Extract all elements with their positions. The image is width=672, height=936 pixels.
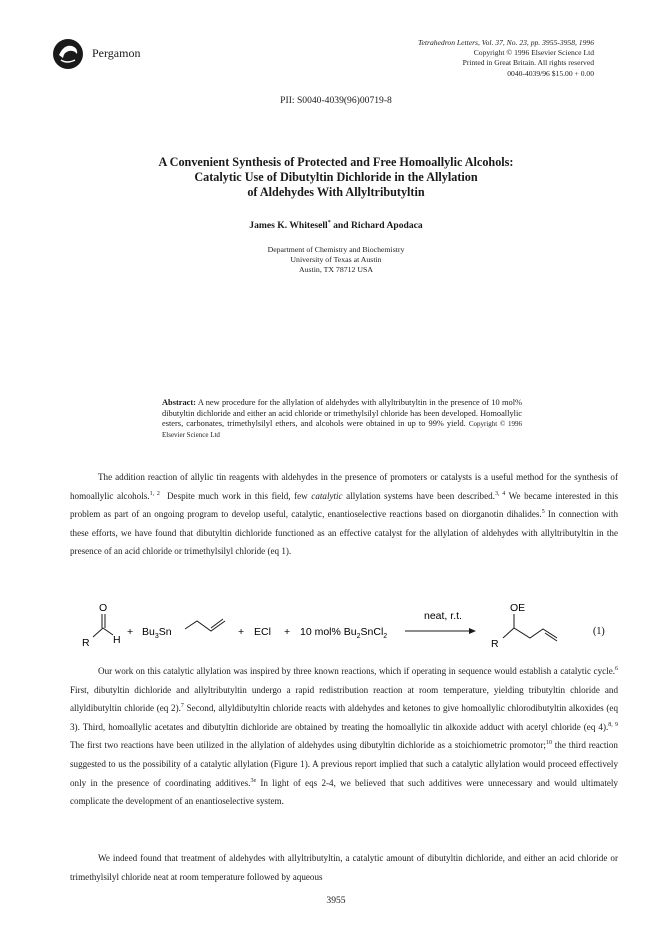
title-line-1: A Convenient Synthesis of Protected and Free Homoallylic Alcohols:: [158, 155, 514, 169]
ref-3-4: 3, 4: [494, 490, 506, 497]
journal-citation: Tetrahedron Letters, Vol. 37, No. 23, pp. 3955-3958, 1996: [418, 38, 594, 47]
eq-carbonyl-oxygen: O: [99, 602, 108, 614]
ref-10: 10: [545, 740, 552, 747]
equation-1-drawing: [0, 598, 672, 658]
body-paragraph-3: [70, 849, 618, 886]
journal-copyright: Copyright © 1996 Elsevier Science Ltd: [473, 48, 594, 58]
affiliation-dept: Department of Chemistry and Biochemistry: [267, 245, 405, 254]
p1-sentence-1: The addition reaction of allylic tin reagents with aldehydes in the presence of promoters or catalysts is a useful method for the synthesis of homoallylic alcohols.: [70, 472, 618, 501]
eq-plus-2: +: [238, 626, 245, 638]
p2-sentence-6: In light of eqs 2-4, we believed that such additives were unnecessary and would ultimately complicate the development of an enantioselective system.: [70, 777, 618, 807]
affiliation-city: Austin, TX 78712 USA: [299, 265, 373, 275]
author-line: [0, 220, 672, 231]
p1-sentence-3: allylation systems have been described.: [346, 490, 495, 501]
author-joiner: and: [333, 220, 349, 231]
affiliation-university: University of Texas at Austin: [290, 255, 382, 265]
author-1: James K. Whitesell: [249, 220, 328, 231]
eq-product-oe: OE: [510, 602, 526, 614]
equation-1: [0, 598, 672, 658]
p2-sentence-1: Our work on this catalytic allylation was inspired by three known reactions, which if operating in sequence would establish a catalytic cycle.: [98, 666, 615, 676]
title-line-2: Catalytic Use of Dibutyltin Dichloride in the Allylation: [194, 170, 478, 184]
eq-catalyst: 10 mol% $Bu_2SnCl_2$: [300, 626, 388, 640]
body-paragraph-2: [70, 662, 618, 811]
ref-5: 5: [541, 509, 545, 516]
p2-sentence-3: Second, allyldibutyltin chloride reacts with aldehydes and ketones to give homoallylic chlorodibutyltin alkoxides (eq 3). Third, homoallylic acetates and dibutyltin dichloride are obtained by treating the homoallylic tin alkoxide adduct with acetyl chloride (eq 4).: [70, 703, 619, 732]
journal-info: [418, 38, 594, 79]
body-paragraph-1: [70, 468, 618, 561]
abstract: [162, 398, 522, 440]
author-2: Richard Apodaca: [351, 220, 423, 231]
title-line-3: of Aldehydes With Allyltributyltin: [247, 185, 425, 199]
abstract-copyright: Copyright © 1996 Elsevier Science Ltd: [162, 420, 522, 439]
p1-sentence-4: We became interested in this problem as part of an ongoing program to develop useful, catalytic, enantioselective reactions based on diorganotin dihalides.: [70, 490, 619, 520]
eq-bu3sn: $Bu_3Sn$: [142, 626, 172, 640]
eq-ecl: ECl: [254, 626, 271, 638]
ref-7: 7: [180, 703, 184, 710]
ref-1-2: 1, 2: [149, 490, 160, 497]
ref-8-9: 8, 9: [608, 721, 618, 728]
journal-printed: Printed in Great Britain. All rights reserved: [462, 58, 594, 68]
eq-h-left: H: [113, 634, 121, 646]
p2-sentence-5: the third reaction suggested to us the possibility of a catalytic allylation (Figure 1). A previous report implied that such a catalytic allylation would proceed effectively only in the presence of coordinating additives.: [70, 740, 618, 788]
eq-r-left: R: [82, 637, 90, 649]
abstract-label: Abstract:: [162, 398, 196, 407]
p2-sentence-4: The first two reactions have been utilized in the allylation of aldehydes using dibutyltin dichloride as a stoichiometric promotor;: [70, 740, 546, 751]
p1-italic-catalytic: catalytic: [311, 490, 343, 501]
p2-sentence-2: First, dibutyltin dichloride and allyltributyltin undergo a rapid redistribution reaction at room temperature, yielding tributyltin chloride and allyldibutyltin chloride (eq 2).: [70, 684, 618, 714]
journal-price: 0040-4039/96 $15.00 + 0.00: [507, 68, 594, 78]
page-number: 3955: [326, 895, 346, 906]
pergamon-logo: [52, 38, 84, 70]
paper-title: [60, 155, 612, 200]
ref-6: 6: [615, 666, 618, 672]
abstract-text: A new procedure for the allylation of aldehydes with allyltributyltin in the presence of 10 mol% dibutyltin dichloride and either an acid chloride or trimethylsilyl chloride has been developed. Homoallylic esters, carbonates, trimethylsilyl ethers, and alcohols were obtained in up to 99% yield.: [162, 398, 523, 429]
p1-sentence-2: Despite much work in this field, few: [166, 490, 308, 501]
eq-r-right: R: [491, 638, 499, 650]
ref-3e: 3e: [250, 777, 257, 784]
publisher-name: Pergamon: [92, 46, 141, 60]
eq-number: (1): [593, 626, 605, 637]
pii-line: PII: S0040-4039(96)00719-8: [280, 95, 392, 106]
corresponding-mark: *: [327, 220, 331, 226]
affiliation: [0, 245, 672, 276]
p1-sentence-5: In connection with these efforts, we have found that dibutyltin dichloride functioned as an effective catalyst for the allylation of aldehydes with allyltributyltin in the presence of an acid chloride or trimethylsilyl chloride (eq 1).: [70, 509, 618, 557]
p3-text: We indeed found that treatment of aldehydes with allyltributyltin, a catalytic amount of dibutyltin dichloride, and either an acid chloride or trimethylsilyl chloride neat at room temperature followed by aqueous: [70, 853, 618, 882]
eq-condition: neat, r.t.: [424, 610, 462, 622]
eq-plus-3: +: [284, 626, 291, 638]
eq-plus-1: +: [127, 626, 134, 638]
